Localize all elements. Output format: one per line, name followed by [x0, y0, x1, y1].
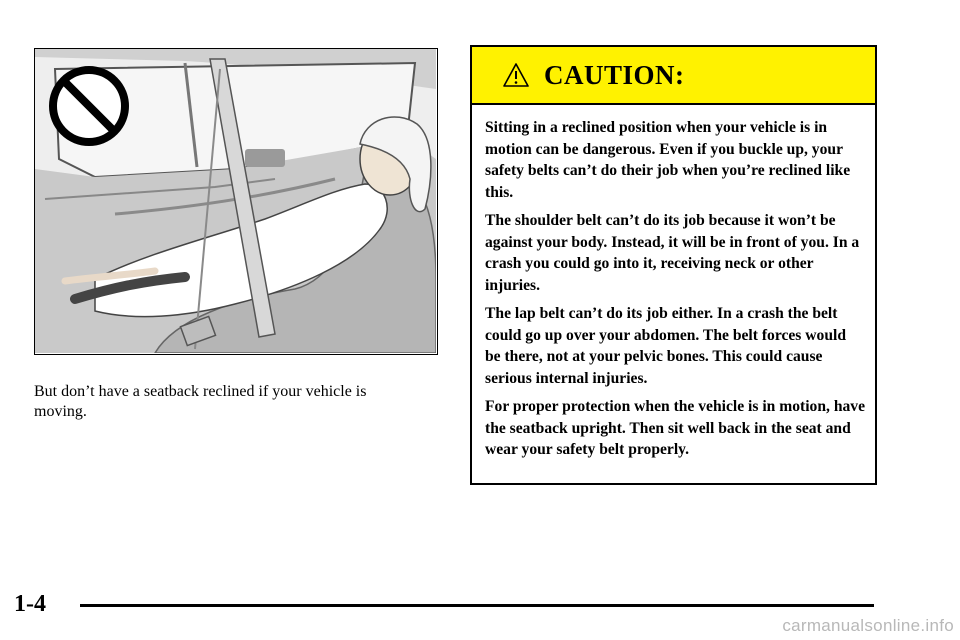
- seatback-instruction-text: But don’t have a seatback reclined if your vehicle is moving.: [34, 383, 367, 420]
- caution-header: [472, 47, 875, 105]
- reclined-passenger-illustration: [34, 48, 438, 355]
- caution-box: [470, 45, 877, 485]
- caution-paragraph: For proper protection when the vehicle is in motion, have the seatback upright. Then sit well back in the seat and wear your safety belt properly.: [485, 398, 866, 458]
- page-number: 1-4: [14, 591, 46, 617]
- footer-divider: [80, 604, 874, 607]
- watermark: carmanualsonline.info: [782, 616, 954, 635]
- caution-paragraph: Sitting in a reclined position when your vehicle is in motion can be dangerous. Even if you buckle up, your safety belts can’t do their job when you’re reclined like this.: [485, 119, 851, 201]
- no-symbol-icon: [47, 64, 131, 148]
- caution-title: CAUTION:: [544, 59, 685, 90]
- warning-triangle-icon: [502, 62, 530, 88]
- caution-paragraph: The lap belt can’t do its job either. In a crash the belt could go up over your abdomen. The belt forces would be there, not at your pelvic bones. This could cause serious internal injuries.: [485, 305, 847, 387]
- caution-body: [472, 105, 875, 461]
- caution-paragraph: The shoulder belt can’t do its job because it won’t be against your body. Instead, it will be in front of you. In a crash you could go into it, receiving neck or other injuries.: [485, 212, 860, 294]
